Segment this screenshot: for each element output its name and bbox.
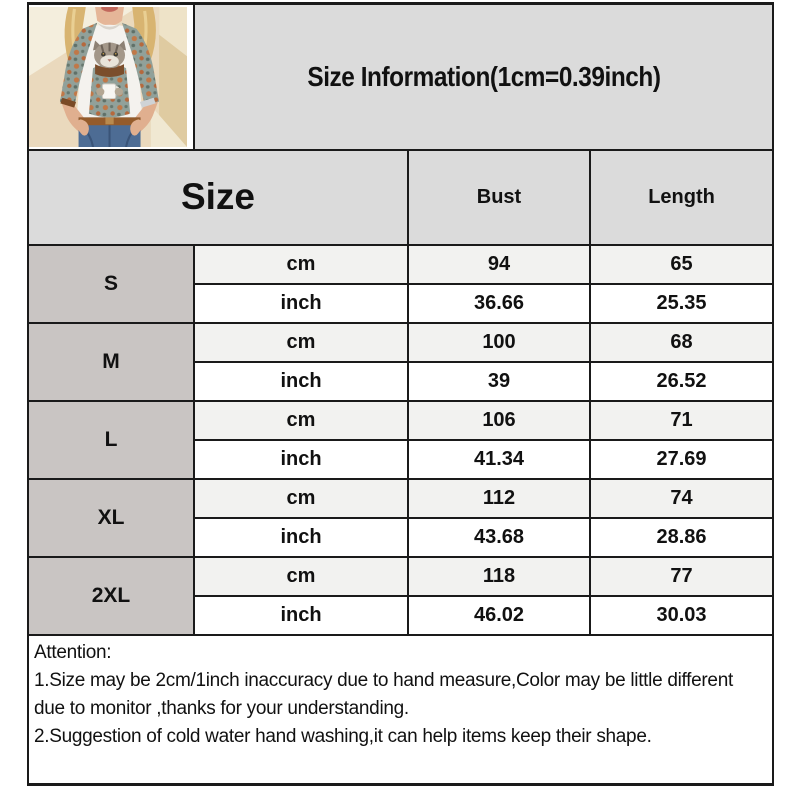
value-2xl-cm-bust: 118	[408, 557, 590, 596]
value-s-cm-bust: 94	[408, 245, 590, 284]
product-photo-cell	[28, 4, 194, 150]
unit-label: cm	[194, 557, 408, 596]
value-xl-inch-bust: 43.68	[408, 518, 590, 557]
unit-label: inch	[194, 284, 408, 323]
value-xl-inch-length: 28.86	[590, 518, 773, 557]
unit-label: cm	[194, 323, 408, 362]
length-column-header: Length	[590, 150, 773, 245]
value-s-inch-length: 25.35	[590, 284, 773, 323]
attention-note-2: 2.Suggestion of cold water hand washing,it can help items keep their shape.	[34, 725, 652, 747]
attention-box	[28, 635, 773, 785]
value-m-cm-length: 68	[590, 323, 773, 362]
unit-label: cm	[194, 401, 408, 440]
size-label-s: S	[28, 245, 194, 323]
size-information-sheet	[27, 2, 774, 786]
value-m-cm-bust: 100	[408, 323, 590, 362]
size-label-l: L	[28, 401, 194, 479]
value-2xl-inch-length: 30.03	[590, 596, 773, 635]
size-column-header: Size	[28, 150, 408, 245]
size-table	[27, 2, 774, 786]
unit-label: inch	[194, 518, 408, 557]
unit-label: inch	[194, 596, 408, 635]
value-xl-cm-bust: 112	[408, 479, 590, 518]
value-2xl-inch-bust: 46.02	[408, 596, 590, 635]
unit-label: cm	[194, 245, 408, 284]
value-l-cm-length: 71	[590, 401, 773, 440]
attention-note-1: 1.Size may be 2cm/1inch inaccuracy due to hand measure,Color may be little different due to monitor ,thanks for your understanding.	[34, 669, 733, 719]
model-photo-illustration	[29, 7, 187, 147]
bust-column-header: Bust	[408, 150, 590, 245]
size-label-m: M	[28, 323, 194, 401]
value-m-inch-bust: 39	[408, 362, 590, 401]
value-l-inch-length: 27.69	[590, 440, 773, 479]
unit-label: cm	[194, 479, 408, 518]
value-s-inch-bust: 36.66	[408, 284, 590, 323]
sheet-title-cell	[194, 4, 773, 150]
value-xl-cm-length: 74	[590, 479, 773, 518]
unit-label: inch	[194, 362, 408, 401]
value-m-inch-length: 26.52	[590, 362, 773, 401]
unit-label: inch	[194, 440, 408, 479]
value-l-inch-bust: 41.34	[408, 440, 590, 479]
value-2xl-cm-length: 77	[590, 557, 773, 596]
cat-paw-left	[96, 88, 104, 96]
size-label-2xl: 2XL	[28, 557, 194, 635]
size-label-xl: XL	[28, 479, 194, 557]
value-s-cm-length: 65	[590, 245, 773, 284]
sheet-title: Size Information(1cm=0.39inch)	[306, 60, 661, 92]
cat-paw-right	[115, 88, 123, 96]
value-l-cm-bust: 106	[408, 401, 590, 440]
attention-heading: Attention:	[34, 641, 112, 663]
